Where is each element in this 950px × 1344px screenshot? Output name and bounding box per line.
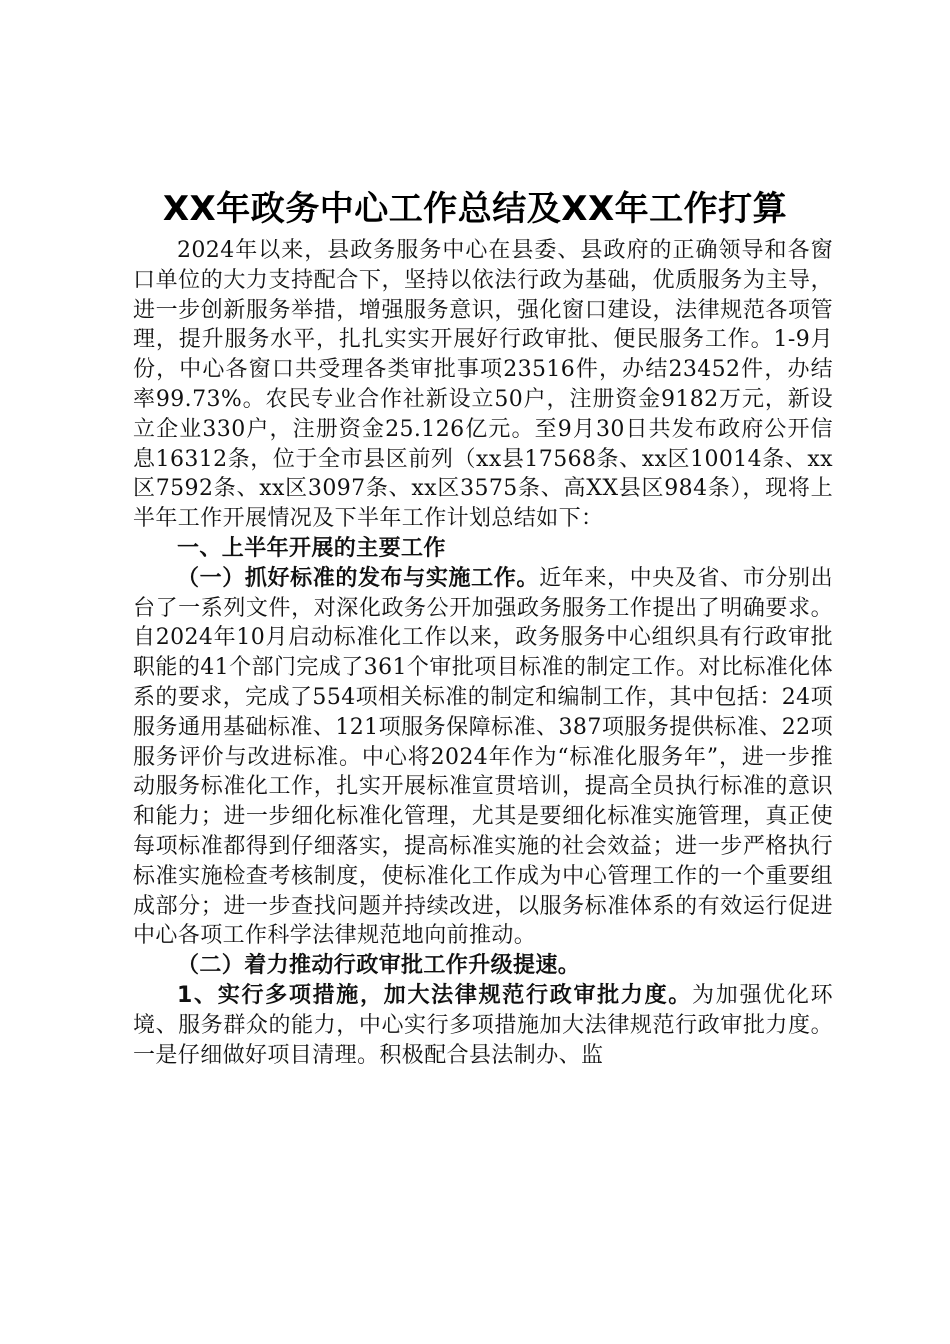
item-measures-paragraph bbox=[133, 981, 833, 1070]
subsection-standards-heading: （一）抓好标准的发布与实施工作。 bbox=[177, 565, 540, 591]
intro-paragraph: 2024年以来，县政务服务中心在县委、县政府的正确领导和各窗口单位的大力支持配合下，坚持以依法行政为基础，优质服务为主导，进一步创新服务举措，增强服务意识，强化窗口建设，法律规范各项管理，提升服务水平，扎扎实实开展好行政审批、便民服务工作。1-9月份，中心各窗口共受理各类审批事项23516件，办结23452件，办结率99.73%。农民专业合作社新设立50户，注册资金9182万元，新设立企业330户，注册资金25.126亿元。至9月30日共发布政府公开信息16312条，位于全市县区前列（xx县17568条、xx区10014条、xx区7592条、xx区3097条、xx区3575条、高XX县区984条），现将上半年工作开展情况及下半年工作计划总结如下： bbox=[133, 238, 833, 532]
subsection-standards-text: 近年来，中央及省、市分别出台了一系列文件，对深化政务公开加强政务服务工作提出了明确要求。自2024年10月启动标准化工作以来，政务服务中心组织具有行政审批职能的41个部门完成了361个审批项目标准的制定工作。对比标准化体系的要求，完成了554项相关标准的制定和编制工作，其中包括：24项服务通用基础标准、121项服务保障标准、387项服务提供标准、22项服务评价与改进标准。中心将2024年作为“标准化服务年”，进一步推动服务标准化工作，扎实开展标准宣贯培训，提高全员执行标准的意识和能力；进一步细化标准化管理，尤其是要细化标准实施管理，真正使每项标准都得到仔细落实，提高标准实施的社会效益；进一步严格执行标准实施检查考核制度，使标准化工作成为中心管理工作的一个重要组成部分；进一步查找问题并持续改进，以服务标准体系的有效运行促进中心各项工作科学法律规范地向前推动。 bbox=[133, 565, 834, 949]
subsection-approval-heading: （二）着力推动行政审批工作升级提速。 bbox=[177, 953, 581, 979]
section-heading-main-work: 一、上半年开展的主要工作 bbox=[177, 535, 446, 561]
item-measures-text: 为加强优化环境、服务群众的能力，中心实行多项措施加大法律规范行政审批力度。一是仔细做好项目清理。积极配合县法制办、监 bbox=[133, 982, 834, 1068]
document-title: XX年政务中心工作总结及XX年工作打算 bbox=[162, 189, 788, 229]
item-measures-heading: 1、实行多项措施，加大法律规范行政审批力度。 bbox=[177, 982, 693, 1008]
subsection-standards-paragraph bbox=[133, 564, 833, 951]
document-body bbox=[133, 236, 833, 1070]
